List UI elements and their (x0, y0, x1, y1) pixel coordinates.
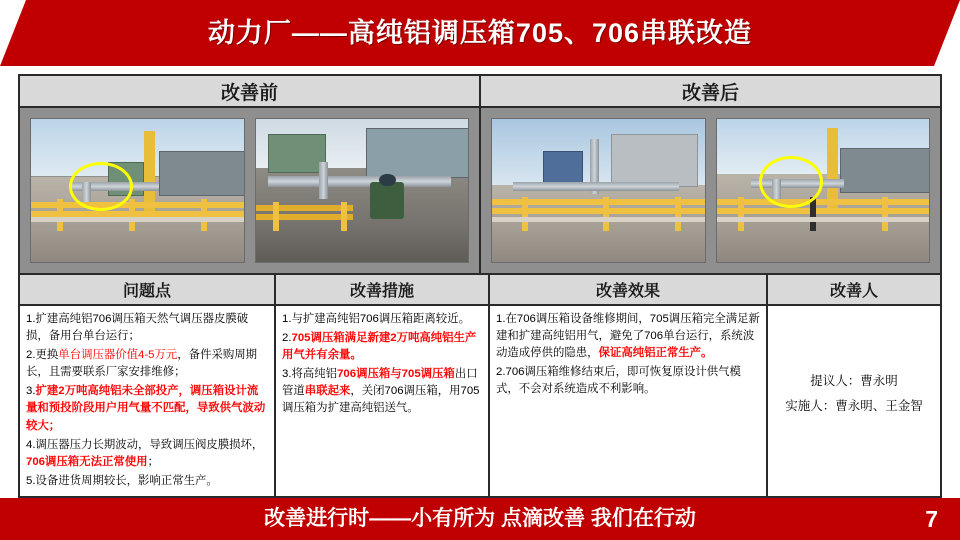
problem-item-number: 3. (26, 385, 36, 398)
problem-item-text: 设备进货周期较长，影响正常生产。 (35, 474, 218, 487)
proposer-line (774, 369, 934, 394)
measure-item-text: 与扩建高纯铝706调压箱距离较近。 (291, 312, 470, 325)
proposer-label: 提议人： (810, 373, 861, 388)
measure-item (282, 311, 482, 328)
table-header-row (20, 275, 940, 306)
problem-item-number: 2. (26, 349, 36, 362)
table-body-row (20, 306, 940, 496)
photo-guardrail-post (738, 197, 744, 231)
photo-guardrail-post (273, 202, 279, 231)
problem-item (26, 437, 268, 471)
measure-item-text: 705调压箱满足新建2万吨高纯铝生产用气并有余量。 (282, 332, 477, 362)
problem-item-text: ，备件采购周期长，且需要联系厂家安排维修； (26, 349, 258, 379)
effect-item-number: 1. (496, 312, 506, 325)
measure-item-text: ，关闭706调压箱，用705调压箱为扩建高纯铝送气。 (282, 385, 480, 415)
cell-measures (276, 306, 490, 496)
footer-slogan: 改善进行时——小有所为 点滴改善 我们在行动 (264, 507, 696, 530)
problem-item-number: 4. (26, 438, 36, 451)
problem-item-text: 706调压箱无法正常使用 (26, 455, 148, 468)
photo-vertical-pipe (144, 131, 155, 214)
photo-vertical-pipe (319, 162, 328, 199)
photo-group-after (481, 108, 940, 273)
measure-item (282, 330, 482, 364)
photo-kerb-line (31, 217, 244, 222)
photo-after-2 (716, 118, 931, 263)
content-table (18, 74, 942, 498)
implementer-label: 实施人： (785, 398, 836, 413)
effect-item-number: 2. (496, 366, 506, 379)
photo-worker-figure (370, 182, 404, 219)
problem-item-text: 更换 (35, 349, 59, 362)
photo-worker-head (379, 174, 396, 187)
photo-before-1 (30, 118, 245, 263)
photo-horizontal-pipe (268, 176, 451, 187)
column-header-problem: 问题点 (20, 275, 276, 304)
problem-item-number: 5. (26, 474, 36, 487)
photo-building-block (366, 128, 469, 179)
highlight-circle-after-2 (759, 156, 823, 207)
photo-guardrail (256, 205, 354, 211)
column-header-measures: 改善措施 (276, 275, 490, 304)
page-number: 7 (925, 506, 938, 532)
photo-guardrail (31, 202, 244, 208)
slide-header-banner (0, 0, 960, 66)
problem-item (26, 473, 268, 490)
column-header-person: 改善人 (768, 275, 940, 304)
measure-item-text: 706调压箱与705调压箱 (337, 368, 455, 381)
problem-item-text: 扩建高纯铝706调压箱天然气调压器皮膜破损，备用台单台运行； (26, 312, 249, 343)
photo-guardrail-post (882, 197, 888, 231)
before-after-band (20, 76, 940, 108)
highlight-circle-before-1 (69, 162, 133, 211)
column-header-effects: 改善效果 (490, 275, 768, 304)
problem-item (26, 311, 268, 345)
problem-item-text: 扩建2万吨高纯铝未全部投产，调压箱设计流量和预投阶段用户用气量不匹配，导致供气波动较大； (26, 385, 266, 432)
problem-item-text: ； (147, 455, 159, 468)
photo-equipment-block (268, 134, 325, 173)
effect-item (496, 311, 760, 362)
measure-item-text: 出口管道 (282, 368, 478, 398)
photo-building-block (840, 148, 930, 193)
cell-person (768, 306, 940, 496)
problem-item (26, 347, 268, 381)
photo-building-block (159, 151, 245, 196)
implementer-line (774, 394, 934, 419)
effect-item-text: 706调压箱维修结束后，即可恢复原设计供气模式，不会对系统造成不利影响。 (496, 366, 741, 396)
implementer-value: 曹永明、王金智 (835, 398, 923, 413)
band-label-before: 改善前 (20, 76, 481, 106)
effect-item-text: 在706调压箱设备维修期间，705调压箱完全满足新建和扩建高纯铝用气，避免了706单台运行，系统波动造成停供的隐患， (496, 312, 760, 360)
measure-item-number: 1. (282, 312, 292, 325)
photo-kerb-line (717, 217, 930, 222)
photo-guardrail-post (57, 199, 63, 230)
cell-effects (490, 306, 768, 496)
measure-item-text: 将高纯铝 (291, 368, 338, 381)
band-label-after: 改善后 (481, 76, 940, 106)
page-title: 动力厂——高纯铝调压箱705、706串联改造 (207, 18, 753, 48)
person-info (774, 369, 934, 419)
photo-guardrail-post (201, 199, 207, 230)
photo-guardrail-post (675, 197, 681, 231)
cell-problem-points (20, 306, 276, 496)
photo-before-2 (255, 118, 470, 263)
photo-after-1 (491, 118, 706, 263)
slide-footer-banner (0, 498, 960, 540)
effect-item-text: 保证高纯铝正常生产。 (598, 347, 713, 360)
photo-horizontal-pipe (513, 182, 679, 191)
photo-row (20, 108, 940, 275)
photo-guardrail-post (603, 197, 609, 231)
measure-item (282, 366, 482, 417)
proposer-value: 曹永明 (860, 373, 898, 388)
photo-guardrail (717, 199, 930, 205)
measure-item-text: 串联起来 (304, 385, 351, 398)
problem-item (26, 383, 268, 434)
problem-item-text: 单台调压器价值4-5万元 (58, 349, 178, 362)
problem-item-text: 调压器压力长期波动，导致调压阀皮膜损坏， (35, 438, 264, 451)
photo-vertical-pipe (827, 128, 838, 211)
problem-item-number: 1. (26, 312, 36, 325)
photo-plant-structure (611, 134, 698, 187)
measure-item-number: 3. (282, 368, 292, 381)
photo-guardrail-post (129, 199, 135, 230)
measure-item-number: 2. (282, 332, 292, 345)
photo-guardrail-post (522, 197, 528, 231)
effect-item (496, 364, 760, 398)
photo-group-before (20, 108, 481, 273)
photo-guardrail-post (341, 202, 347, 231)
photo-kerb-line (492, 217, 705, 222)
